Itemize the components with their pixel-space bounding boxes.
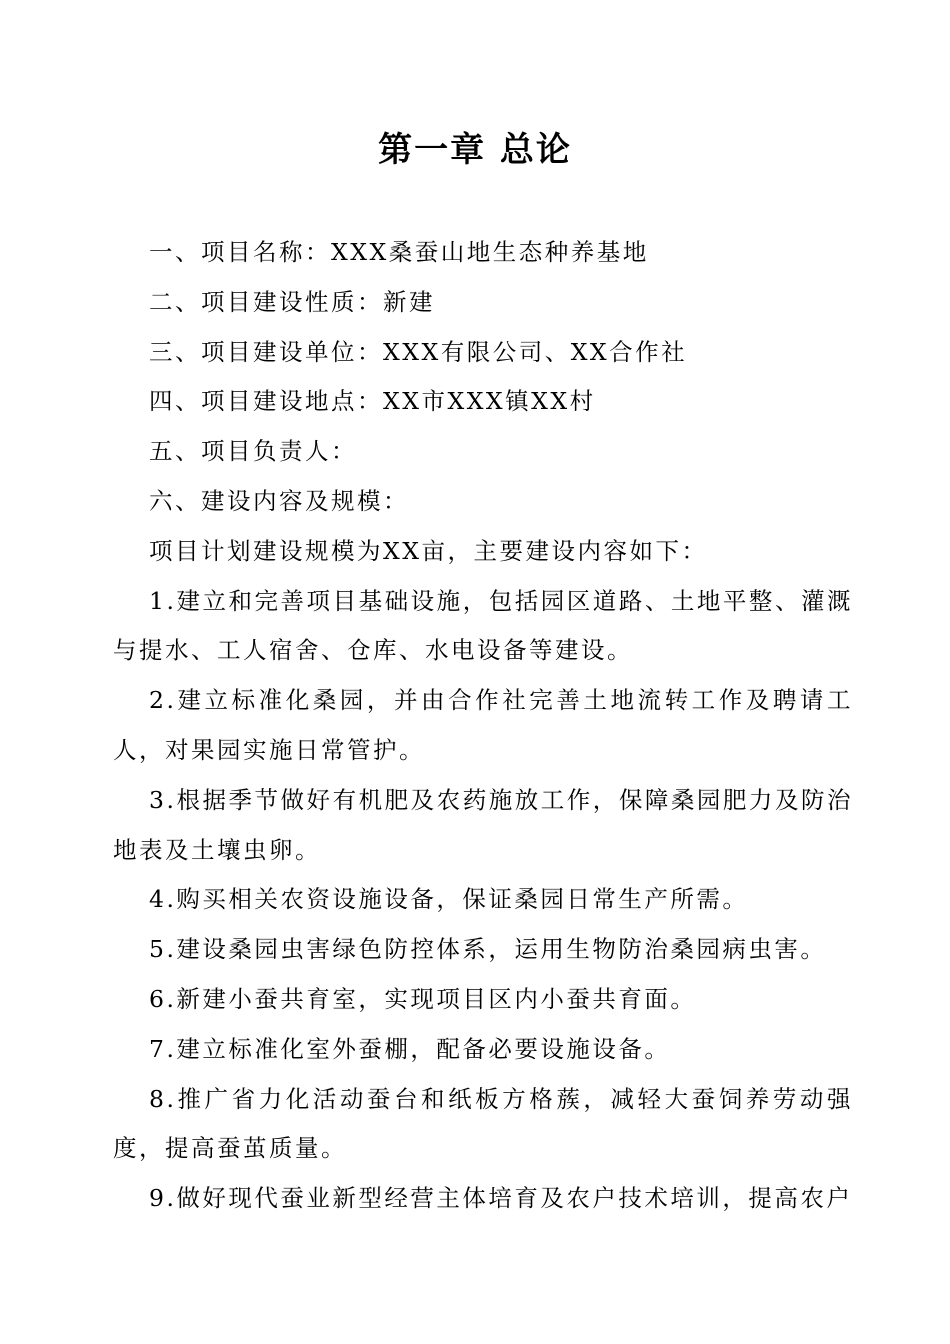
chapter-title: 第一章 总论 — [378, 130, 572, 170]
list-item-2: 2.建立标准化桑园，并由合作社完善土地流转工作及聘请工人，对果园实施日常管护。 — [113, 686, 853, 764]
list-item-9: 9.做好现代蚕业新型经营主体培育及农户技术培训，提高农户 — [149, 1184, 853, 1213]
list-item-6: 6.新建小蚕共育室，实现项目区内小蚕共育面。 — [149, 984, 697, 1013]
list-item-7: 7.建立标准化室外蚕棚，配备必要设施设备。 — [149, 1034, 671, 1063]
paragraph-scale-intro: 项目计划建设规模为XX亩，主要建设内容如下： — [149, 536, 708, 565]
list-item-4: 4.购买相关农资设施设备，保证桑园日常生产所需。 — [149, 885, 749, 914]
paragraph-project-leader: 五、项目负责人： — [149, 437, 357, 466]
paragraph-project-nature: 二、项目建设性质：新建 — [149, 287, 435, 316]
paragraph-project-unit: 三、项目建设单位：XXX有限公司、XX合作社 — [149, 337, 688, 366]
list-item-1: 1.建立和完善项目基础设施，包括园区道路、土地平整、灌溉与提水、工人宿舍、仓库、水电设备等建设。 — [113, 586, 853, 665]
document-body — [113, 228, 853, 1224]
paragraph-content-scale: 六、建设内容及规模： — [149, 486, 409, 515]
list-item-3: 3.根据季节做好有机肥及农药施放工作，保障桑园肥力及防治地表及土壤虫卵。 — [113, 785, 853, 864]
paragraph-project-location: 四、项目建设地点：XX市XXX镇XX村 — [149, 387, 596, 416]
list-item-8: 8.推广省力化活动蚕台和纸板方格蔟，减轻大蚕饲养劳动强度，提高蚕茧质量。 — [113, 1084, 853, 1163]
list-item-5: 5.建设桑园虫害绿色防控体系，运用生物防治桑园病虫害。 — [149, 935, 827, 964]
paragraph-project-name: 一、项目名称：XXX桑蚕山地生态种养基地 — [149, 238, 649, 266]
